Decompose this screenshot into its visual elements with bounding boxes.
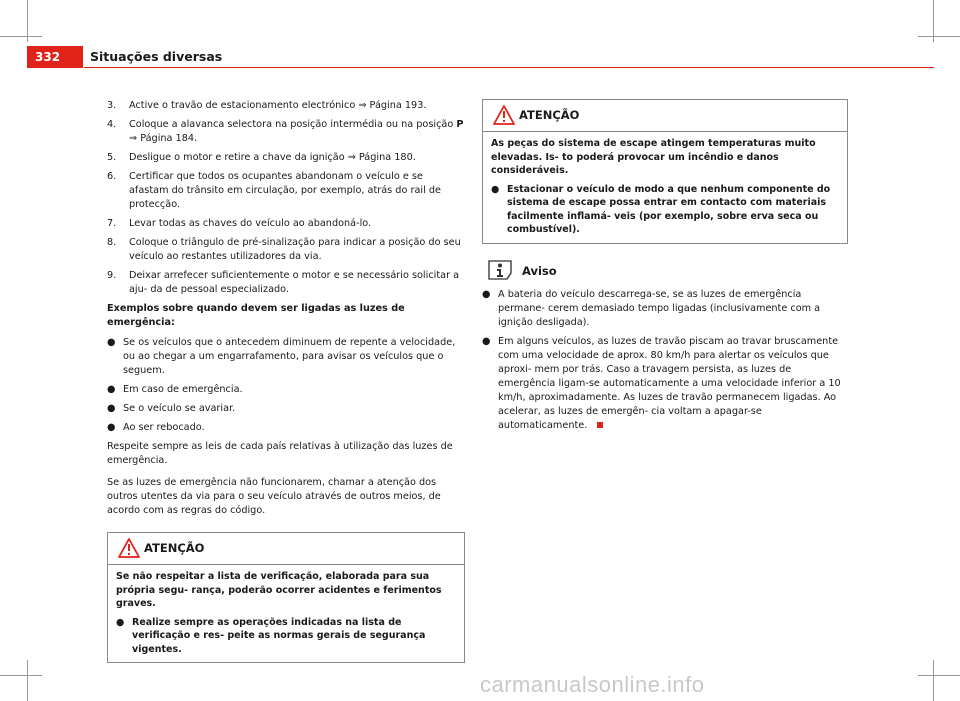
list-item: 6. Certificar que todos os ocupantes abandonam o veículo e se afastam do trânsito em circulação, por exemplo, atrás do rail de protecção. — [107, 171, 441, 210]
warning-box — [107, 532, 465, 663]
warning-text: As peças do sistema de escape atingem temperaturas muito elevadas. Is- to poderá provocar um incêndio e danos consideráveis. — [491, 138, 816, 176]
crop-mark — [0, 36, 42, 37]
list-item: 9. Deixar arrefecer suficientemente o motor e se necessário solicitar a aju- da de pessoal especializado. — [107, 270, 460, 295]
warning-header — [108, 533, 464, 565]
list-item: 3. Active o travão de estacionamento electrónico ⇒ Página 193. — [107, 100, 427, 111]
crop-mark — [933, 660, 934, 701]
warning-header — [483, 100, 847, 132]
watermark: carmanualsonline.info — [480, 672, 705, 697]
warning-title: ATENÇÃO — [519, 108, 580, 122]
list-item: 4. Coloque a alavanca selectora na posição intermédia ou na posição P ⇒ Página 184. — [107, 119, 464, 144]
warning-triangle-icon — [118, 538, 140, 558]
list-item: ● Se o veículo se avariar. — [107, 403, 236, 414]
page-number: 332 — [27, 46, 83, 68]
list-item: ● Em caso de emergência. — [107, 384, 243, 395]
warning-body — [108, 565, 464, 662]
crop-mark — [0, 675, 42, 676]
list-item: ● Realize sempre as operações indicadas na lista de verificação e res- peite as normas gerais de segurança vigentes. — [116, 616, 426, 655]
warning-text: Se não respeitar a lista de verificação, elaborada para sua própria segu- rança, poderão ocorrer acidentes e ferimentos graves. — [116, 571, 442, 609]
crop-mark — [933, 0, 934, 42]
header-divider — [84, 67, 934, 68]
list-item: ● A bateria do veículo descarrega-se, se as luzes de emergência permane- cerem demasiado tempo ligadas (inclusivamente com a ignição desligada). — [482, 288, 821, 328]
list-item: ● Ao ser rebocado. — [107, 422, 205, 433]
warning-title: ATENÇÃO — [144, 541, 205, 555]
paragraph: Se as luzes de emergência não funcionarem, chamar a atenção dos outros utentes da via para o seu veículo através de outros meios, de acordo com as regras do código. — [107, 477, 441, 516]
list-item: 7. Levar todas as chaves do veículo ao abandoná-lo. — [107, 218, 372, 229]
notice-header — [482, 258, 848, 284]
notice-title: Aviso — [522, 263, 557, 278]
right-column — [482, 99, 848, 438]
crop-mark — [918, 675, 960, 676]
crop-mark — [918, 36, 960, 37]
paragraph: Respeite sempre as leis de cada país relativas à utilização das luzes de emergência. — [107, 441, 453, 466]
list-item: 8. Coloque o triângulo de pré-sinalização para indicar a posição do seu veículo ao restantes utilizadores da via. — [107, 237, 461, 262]
left-column — [107, 99, 465, 663]
info-notice-icon — [486, 258, 514, 282]
section-end-marker — [597, 422, 603, 428]
list-item: 5. Desligue o motor e retire a chave da ignição ⇒ Página 180. — [107, 152, 416, 163]
steps-list — [107, 99, 465, 297]
list-item: ● Em alguns veículos, as luzes de travão piscam ao travar bruscamente com uma velocidade de aprox. 80 km/h para alertar os veículos que aproxi- mem por trás. Caso a travagem persista, as luzes de emergência ligam-se automaticamente a uma velocidade inferior a 10 km/h, aproximadamente. As luzes de travão permanecem ligadas. Ao acelerar, as luzes de emergên- cia voltam a apagar-se automaticamente. — [482, 335, 841, 431]
list-item: ● Se os veículos que o antecedem diminuem de repente a velocidade, ou ao chegar a um engarrafamento, para avisar os veículos que o seguem. — [107, 337, 456, 376]
warning-body — [483, 132, 847, 243]
crop-mark — [27, 660, 28, 701]
list-item: ● Estacionar o veículo de modo a que nenhum componente do sistema de escape possa entrar em contacto com materiais facilmente inflamá- veis (por exemplo, sobre erva seca ou combustível). — [491, 183, 831, 235]
warning-box — [482, 99, 848, 244]
examples-heading: Exemplos sobre quando devem ser ligadas as luzes de emergência: — [107, 303, 405, 328]
warning-triangle-icon — [493, 105, 515, 125]
page-title: Situações diversas — [90, 49, 223, 64]
crop-mark — [27, 0, 28, 42]
